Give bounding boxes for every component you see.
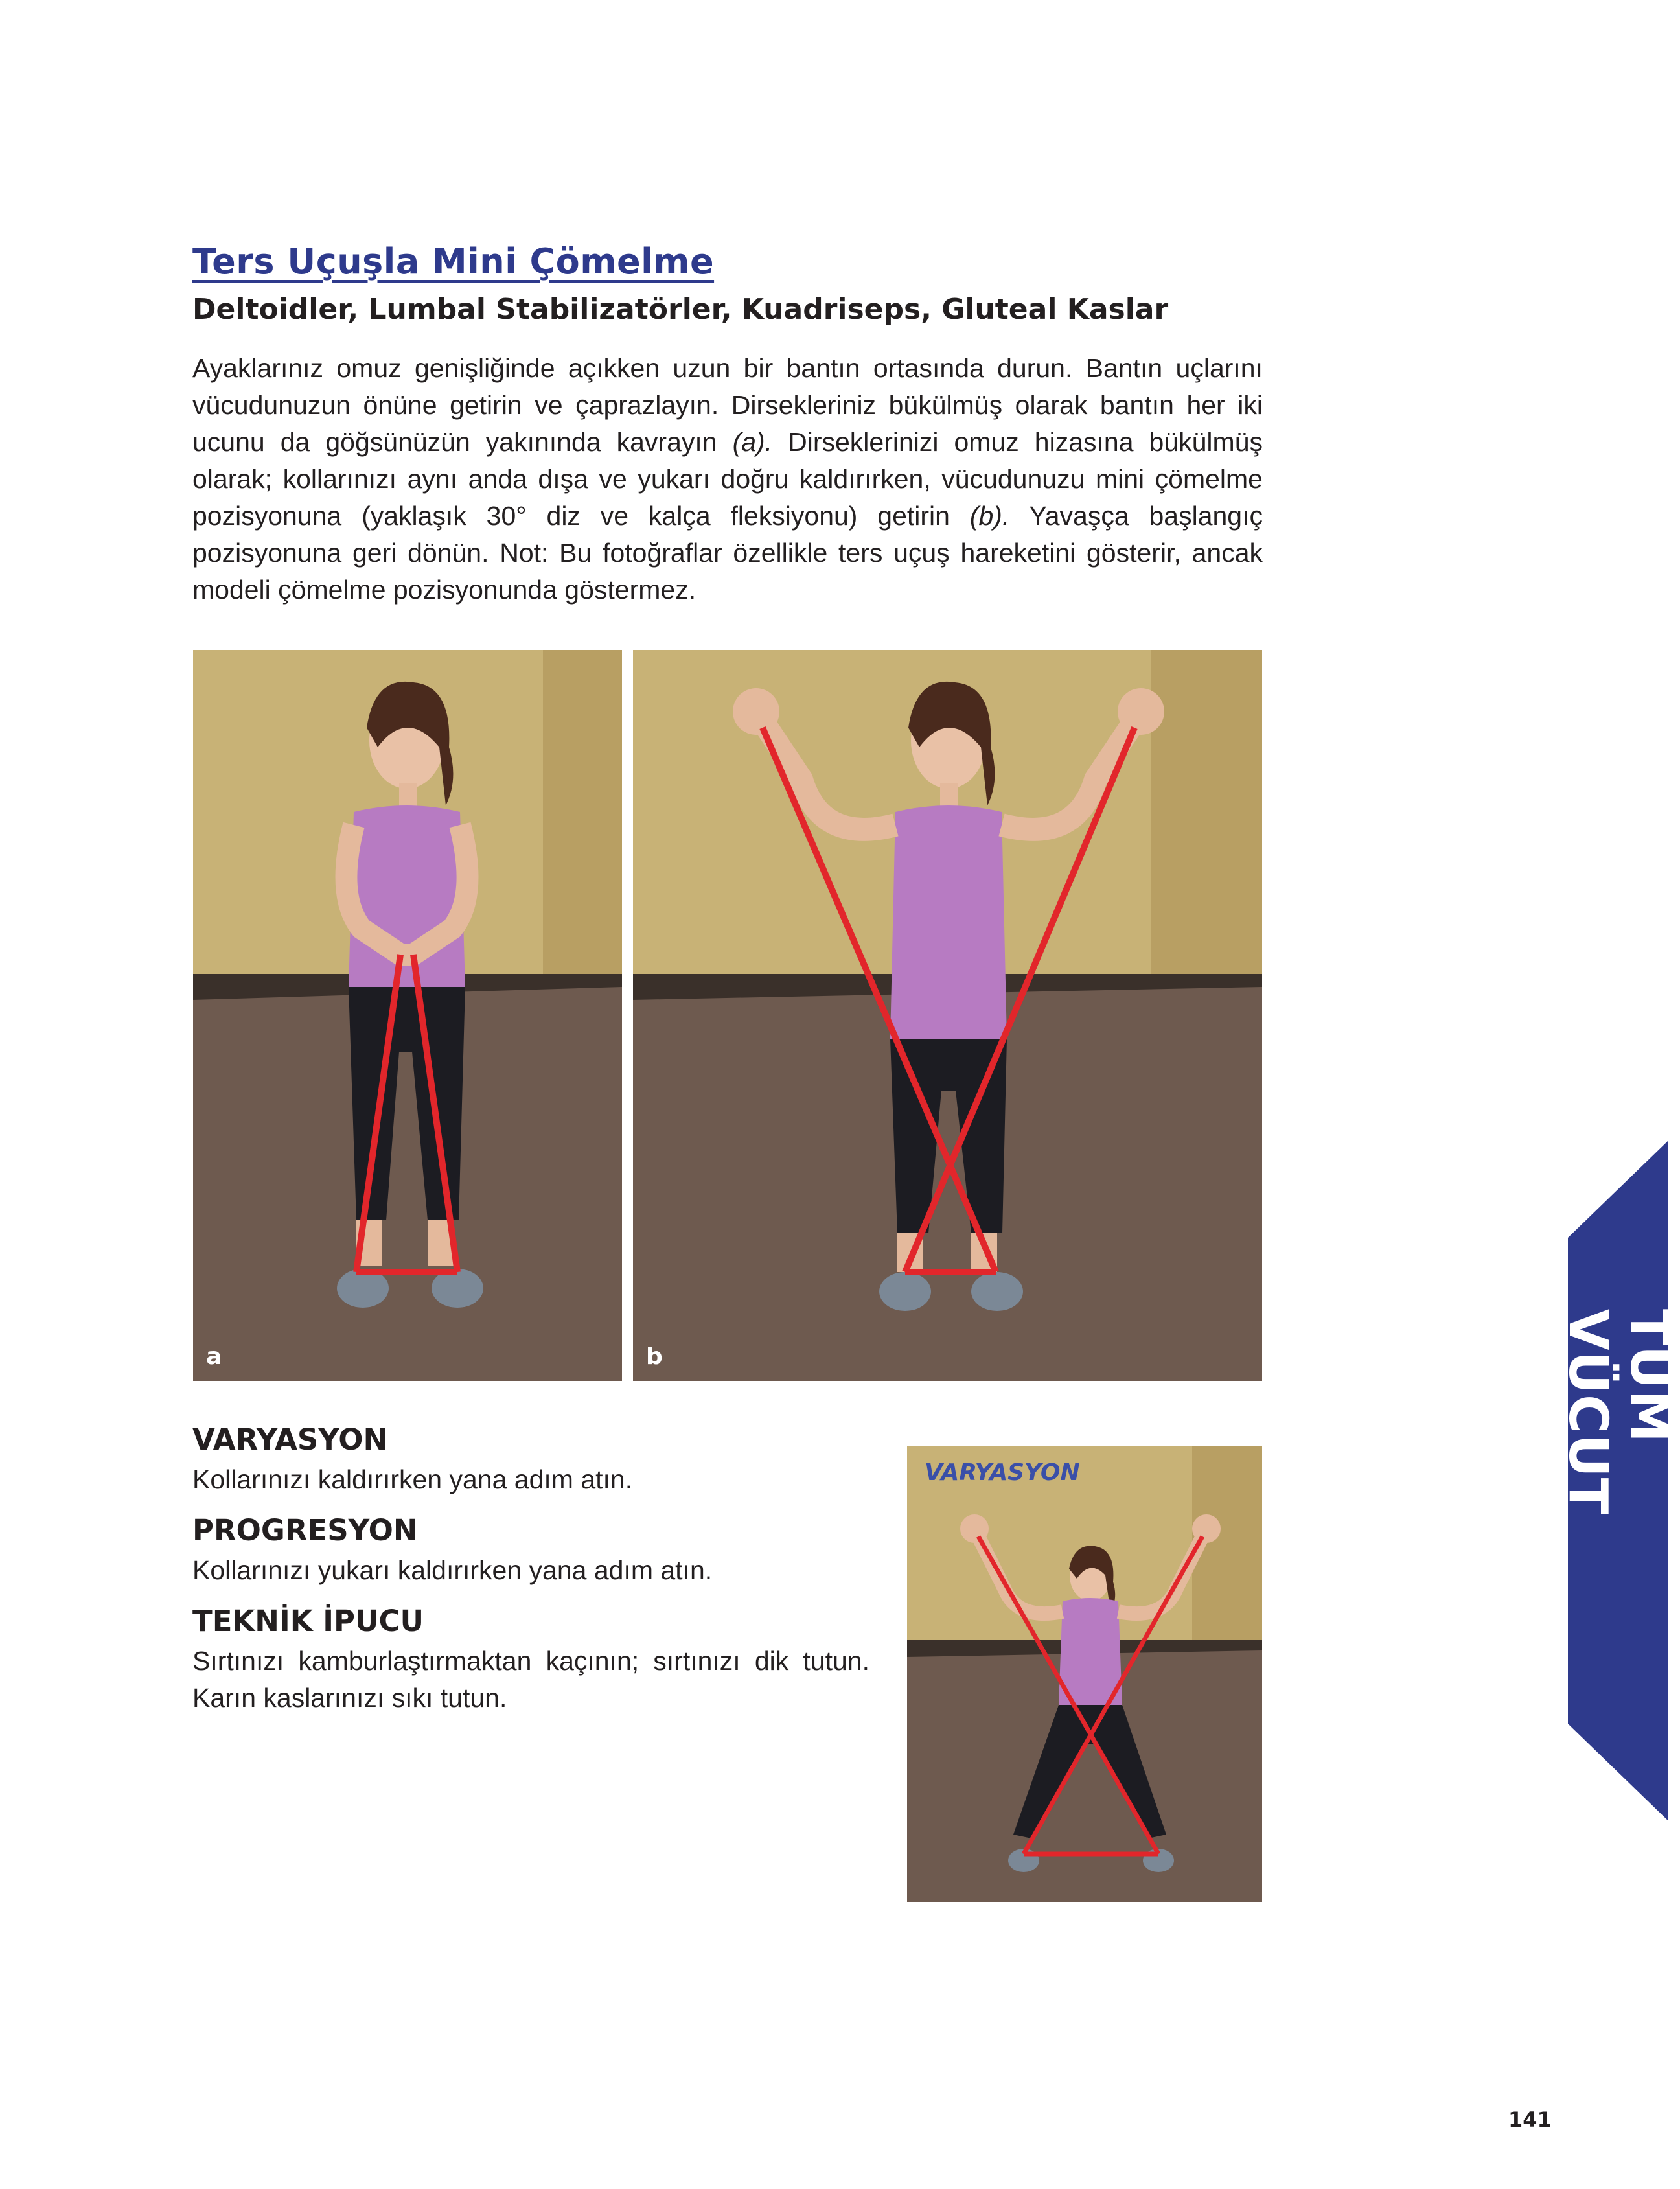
- technique-tip-line-2: Karın kaslarınızı sıkı tutun.: [192, 1683, 507, 1713]
- photo-a-label: a: [206, 1343, 222, 1370]
- exercise-instructions: [192, 350, 1263, 608]
- figure-ref-a: (a).: [732, 427, 773, 457]
- photo-a: [193, 650, 622, 1381]
- variation-text: Kollarınızı kaldırırken yana adım atın.: [192, 1465, 633, 1494]
- exercise-title: Ters Uçuşla Mini Çömelme: [192, 241, 715, 282]
- instructions-part-2: Dirseklerinizi omuz hizasına bükülmüş olarak; kollarınızı aynı anda dışa ve yukarı doğru kaldırırken, vücudunuzu mini çömelme pozisyonuna (yaklaşık 30° diz ve kalça fleksiyonu) getirin: [192, 427, 1263, 531]
- instructions-part-1: Ayaklarınız omuz genişliğinde açıkken uzun bir bantın ortasında durun. Bantın uçlarını vücudunuzun önüne getirin ve çaprazlayın. Dirsekleriniz bükülmüş olarak bantın her iki ucunu da göğsünüzün yakınında kavrayın: [192, 353, 1263, 457]
- progression-heading: PROGRESYON: [192, 1513, 418, 1547]
- technique-tip-line-1: Sırtınızı kamburlaştırmaktan kaçının; sırtınızı dik tutun.: [192, 1646, 869, 1676]
- photo-b-label: b: [646, 1343, 663, 1370]
- muscle-groups-subtitle: Deltoidler, Lumbal Stabilizatörler, Kuadriseps, Gluteal Kaslar: [192, 293, 1169, 326]
- variation-photo-label: VARYASYON: [925, 1459, 1080, 1486]
- technique-tip-heading: TEKNİK İPUCU: [192, 1604, 424, 1638]
- variation-heading: VARYASYON: [192, 1422, 388, 1457]
- variation-photo: [907, 1446, 1262, 1902]
- progression-text: Kollarınızı yukarı kaldırırken yana adım atın.: [192, 1555, 713, 1585]
- figure-ref-b: (b).: [969, 501, 1010, 531]
- chapter-side-label: TÜM VÜCUT: [1557, 1309, 1680, 1515]
- page-number: 141: [1508, 2107, 1552, 2132]
- instructions-part-3: Yavaşça başlangıç pozisyonuna geri dönün. Not: Bu fotoğraflar özellikle ters uçuş hareketini gösterir, ancak modeli çömelme pozisyonunda göstermez.: [192, 501, 1263, 605]
- photo-b: [633, 650, 1262, 1381]
